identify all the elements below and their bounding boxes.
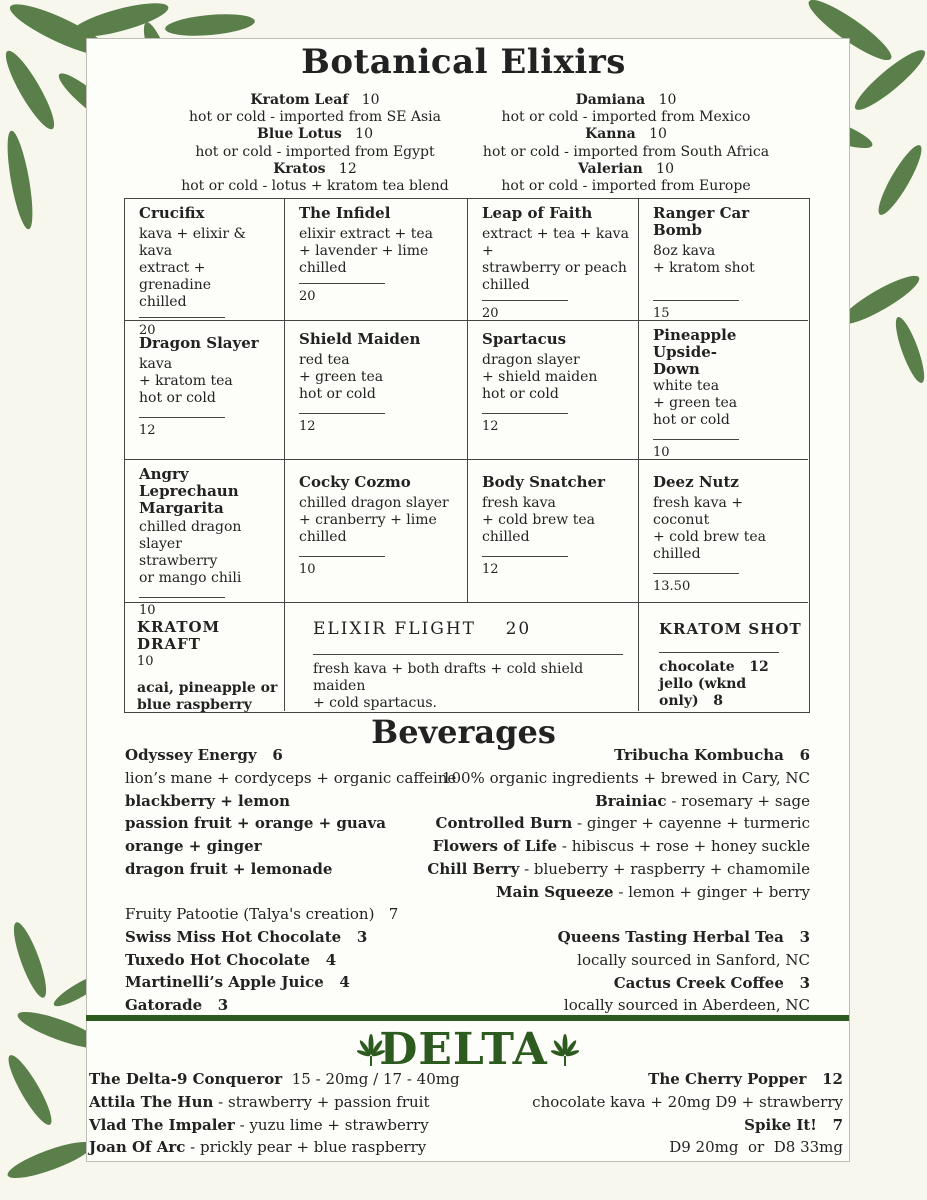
drink-name: Body Snatcher bbox=[482, 473, 605, 491]
drink-name: Deez Nutz bbox=[653, 473, 739, 491]
bev-item: Tribucha Kombucha 6 bbox=[614, 746, 810, 764]
drink-name: Cocky Cozmo bbox=[299, 473, 411, 491]
elixir-desc: hot or cold - lotus + kratom tea blend bbox=[181, 178, 449, 195]
bev-item: Gatorade 3 bbox=[125, 996, 229, 1015]
elixir-desc: hot or cold - imported from Egypt bbox=[195, 143, 435, 160]
drink-desc: chilled dragon slayer + cranberry + lime chilled bbox=[299, 495, 449, 545]
drink-card bbox=[468, 460, 639, 603]
kratom-shot-card bbox=[639, 603, 808, 711]
drink-name: The Infidel bbox=[299, 204, 391, 222]
drink-price: 10 bbox=[299, 562, 316, 577]
drink-price: 20 bbox=[299, 289, 316, 304]
bev-flavor: Controlled Burn - ginger + cayenne + turmeric bbox=[435, 814, 810, 833]
drink-card bbox=[125, 460, 285, 618]
drink-name: Dragon Slayer bbox=[139, 334, 259, 352]
drink-price: 20 bbox=[482, 306, 499, 321]
section-title-beverages: Beverages bbox=[371, 713, 556, 751]
elixir-item: Damiana 10 bbox=[575, 92, 677, 108]
drink-price: 12 bbox=[299, 419, 316, 434]
drink-price: 10 bbox=[653, 445, 670, 460]
drink-price: 12 bbox=[139, 423, 156, 438]
drink-desc: 8oz kava + kratom shot bbox=[653, 243, 755, 276]
bev-flavor: dragon fruit + lemonade bbox=[125, 859, 333, 878]
drink-desc: fresh kava + both drafts + cold shield maiden + cold spartacus. bbox=[313, 661, 584, 711]
drink-desc: kava + elixir & kava extract + grenadine chilled bbox=[139, 226, 246, 310]
drink-card bbox=[639, 321, 808, 460]
bev-item: Queens Tasting Herbal Tea 3 bbox=[557, 928, 810, 946]
delta-item: Joan Of Arc - prickly pear + blue raspberry bbox=[89, 1138, 427, 1157]
drink-name: Angry Leprechaun Margarita bbox=[139, 465, 239, 517]
tribucha-kombucha-block bbox=[410, 744, 810, 904]
drink-name: KRATOM DRAFT bbox=[137, 618, 221, 653]
drink-name: Spartacus bbox=[482, 330, 567, 348]
drink-price: 15 bbox=[653, 306, 670, 321]
elixirs-left-column bbox=[135, 92, 495, 195]
drink-desc: extract + tea + kava + strawberry or peach chilled bbox=[482, 226, 629, 293]
drink-name: Shield Maiden bbox=[299, 330, 421, 348]
bev-list-right bbox=[410, 926, 810, 1017]
drink-name: Crucifix bbox=[139, 204, 205, 222]
bev-desc: locally sourced in Sanford, NC bbox=[577, 950, 810, 969]
drink-desc: acai, pineapple or blue raspberry bbox=[137, 680, 278, 713]
delta-item: Spike It! 7 bbox=[744, 1115, 843, 1134]
drinks-grid bbox=[124, 198, 810, 713]
delta-list-right bbox=[483, 1068, 843, 1159]
drink-name: Ranger Car Bomb bbox=[653, 204, 750, 239]
drink-card bbox=[125, 321, 285, 460]
drink-name: KRATOM SHOT bbox=[659, 620, 802, 638]
bev-desc: 100% organic ingredients + brewed in Cary, NC bbox=[441, 768, 810, 787]
bev-flavor: blackberry + lemon bbox=[125, 791, 291, 810]
delta-item: Attila The Hun - strawberry + passion fruit bbox=[89, 1092, 430, 1111]
drink-price: 12 bbox=[482, 419, 499, 434]
drink-card bbox=[125, 199, 285, 338]
bev-item: Martinelli’s Apple Juice 4 bbox=[125, 973, 350, 992]
drink-price: 12 bbox=[482, 562, 499, 577]
drink-desc: white tea + green tea hot or cold bbox=[653, 378, 738, 428]
bev-flavor: orange + ginger bbox=[125, 837, 262, 856]
shot-item: jello (wknd only) 8 bbox=[659, 676, 747, 709]
drink-card bbox=[285, 199, 468, 321]
bev-item: Tuxedo Hot Chocolate 4 bbox=[125, 950, 337, 969]
elixirs-right-column bbox=[446, 92, 806, 195]
drink-price: 20 bbox=[139, 323, 156, 338]
delta-item: The Delta-9 Conqueror 15 - 20mg / 17 - 40mg bbox=[89, 1070, 460, 1088]
section-title-delta: DELTA bbox=[379, 1024, 548, 1075]
drink-card bbox=[285, 321, 468, 460]
drink-name: Leap of Faith bbox=[482, 204, 593, 222]
section-title-botanical-elixirs: Botanical Elixirs bbox=[301, 42, 626, 82]
drink-desc: fresh kava + cold brew tea chilled bbox=[482, 495, 595, 545]
drink-name: Pineapple Upside-Down bbox=[653, 326, 737, 378]
delta-desc: D9 20mg or D8 33mg bbox=[669, 1138, 843, 1157]
drink-price: 10 bbox=[139, 603, 156, 618]
elixir-desc: hot or cold - imported from South Africa bbox=[482, 143, 770, 160]
elixir-item: Kratom Leaf 10 bbox=[250, 92, 380, 108]
bev-item: Swiss Miss Hot Chocolate 3 bbox=[125, 927, 368, 946]
elixir-desc: hot or cold - imported from Europe bbox=[501, 178, 751, 195]
drink-desc: chilled dragon slayer strawberry or mango chili bbox=[139, 519, 242, 586]
elixir-item: Blue Lotus 10 bbox=[256, 126, 373, 143]
delta-item: The Cherry Popper 12 bbox=[648, 1070, 843, 1088]
elixir-flight-card bbox=[285, 603, 639, 711]
drink-desc: dragon slayer + shield maiden hot or cold bbox=[482, 352, 598, 402]
drink-desc: kava + kratom tea hot or cold bbox=[139, 356, 233, 406]
drink-desc: elixir extract + tea + lavender + lime chilled bbox=[299, 226, 433, 276]
bev-flavor: Main Squeeze - lemon + ginger + berry bbox=[496, 882, 810, 901]
drink-price: 13.50 bbox=[653, 579, 691, 594]
drink-desc: fresh kava + coconut + cold brew tea chilled bbox=[653, 495, 766, 562]
delta-divider bbox=[86, 1015, 849, 1021]
bev-flavor: Flowers of Life - hibiscus + rose + honey suckle bbox=[432, 837, 810, 856]
shot-item: chocolate 12 bbox=[659, 659, 769, 675]
bev-desc: locally sourced in Aberdeen, NC bbox=[563, 996, 810, 1015]
elixir-desc: hot or cold - imported from Mexico bbox=[501, 109, 751, 126]
elixir-item: Valerian 10 bbox=[577, 160, 674, 177]
kratom-draft-card bbox=[125, 603, 285, 711]
bev-flavor: Chill Berry - blueberry + raspberry + chamomile bbox=[427, 859, 810, 878]
drink-card bbox=[468, 199, 639, 321]
bev-flavor: Brainiac - rosemary + sage bbox=[595, 791, 810, 810]
delta-desc: chocolate kava + 20mg D9 + strawberry bbox=[532, 1092, 843, 1111]
elixir-desc: hot or cold - imported from SE Asia bbox=[189, 109, 441, 126]
bev-item: Odyssey Energy 6 bbox=[125, 746, 283, 764]
bev-item: Cactus Creek Coffee 3 bbox=[613, 973, 810, 992]
drink-card bbox=[639, 460, 808, 603]
drink-card bbox=[639, 199, 808, 321]
drink-price: 10 bbox=[137, 654, 154, 669]
drink-desc: red tea + green tea hot or cold bbox=[299, 352, 384, 402]
drink-card bbox=[468, 321, 639, 460]
bev-flavor: passion fruit + orange + guava bbox=[125, 814, 386, 833]
delta-item: Vlad The Impaler - yuzu lime + strawberry bbox=[89, 1115, 429, 1134]
drink-card bbox=[285, 460, 468, 603]
drink-name: ELIXIR FLIGHT 20 bbox=[313, 619, 532, 639]
delta-list-left bbox=[89, 1068, 509, 1159]
bev-desc: lion’s mane + cordyceps + organic caffeine bbox=[125, 768, 457, 787]
elixir-item: Kratos 12 bbox=[273, 160, 357, 177]
elixir-item: Kanna 10 bbox=[585, 126, 667, 143]
bev-item: Fruity Patootie (Talya's creation) 7 bbox=[125, 905, 399, 923]
